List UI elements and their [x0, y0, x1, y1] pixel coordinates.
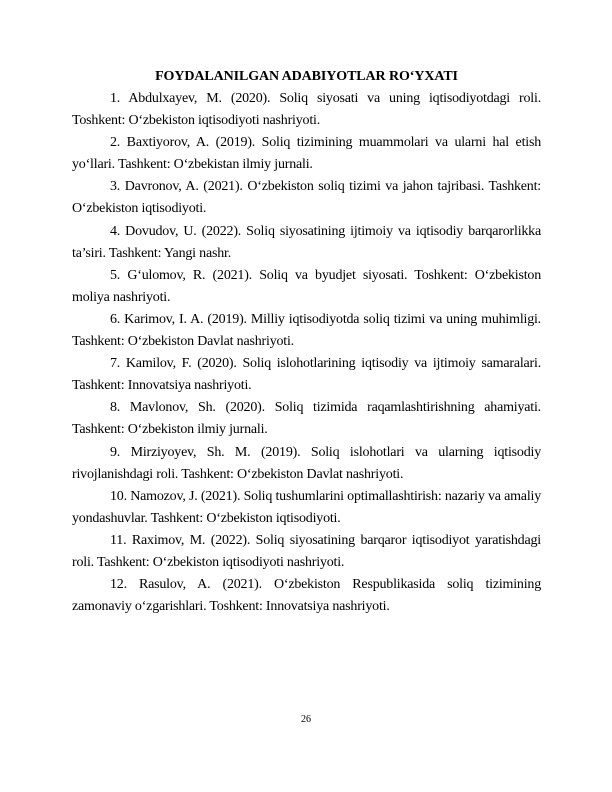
reference-item-12: 12. Rasulov, A. (2021). O‘zbekiston Respublikasida soliq tizimining zamonaviy o‘zgarishlari. Toshkent: Innovatsiya nashriyoti.: [72, 577, 541, 615]
reference-item-8: 8. Mavlonov, Sh. (2020). Soliq tizimida raqamlashtirishning ahamiyati. Tashkent: O‘zbekiston ilmiy jurnali.: [72, 400, 541, 438]
reference-list: [72, 88, 541, 618]
reference-item-5: 5. G‘ulomov, R. (2021). Soliq va byudjet siyosati. Toshkent: O‘zbekiston moliya nashriyoti.: [72, 267, 541, 305]
reference-item-2: 2. Baxtiyorov, A. (2019). Soliq tizimining muammolari va ularni hal etish yo‘llari. Tashkent: O‘zbekistan ilmiy jurnali.: [72, 135, 541, 173]
page-number: 26: [301, 714, 311, 725]
reference-item-7: 7. Kamilov, F. (2020). Soliq islohotlarining iqtisodiy va ijtimoiy samaralari. Tashkent: Innovatsiya nashriyoti.: [72, 356, 541, 394]
reference-item-9: 9. Mirziyoyev, Sh. M. (2019). Soliq islohotlari va ularning iqtisodiy rivojlanishdagi roli. Tashkent: O‘zbekiston Davlat nashriyoti.: [72, 444, 541, 482]
reference-item-11: 11. Raximov, M. (2022). Soliq siyosatining barqaror iqtisodiyot yaratishdagi roli. Tashkent: O‘zbekiston iqtisodiyoti nashriyoti.: [72, 532, 541, 570]
reference-item-10: 10. Namozov, J. (2021). Soliq tushumlarini optimallashtirish: nazariy va amaliy yondashuvlar. Tashkent: O‘zbekiston iqtisodiyoti.: [72, 488, 541, 526]
reference-item-3: 3. Davronov, A. (2021). O‘zbekiston soliq tizimi va jahon tajribasi. Tashkent: O‘zbekiston iqtisodiyoti.: [72, 179, 541, 217]
reference-item-1: 1. Abdulxayev, M. (2020). Soliq siyosati va uning iqtisodiyotdagi roli. Toshkent: O‘zbekiston iqtisodiyoti nashriyoti.: [72, 91, 541, 129]
reference-item-6: 6. Karimov, I. A. (2019). Milliy iqtisodiyotda soliq tizimi va uning muhimligi. Tashkent: O‘zbekiston Davlat nashriyoti.: [72, 311, 541, 350]
bibliography-title: FOYDALANILGAN ADABIYOTLAR RO‘YXATI: [155, 69, 458, 84]
reference-item-4: 4. Dovudov, U. (2022). Soliq siyosatining ijtimoiy va iqtisodiy barqarorlikka ta’siri. Tashkent: Yangi nashr.: [72, 223, 541, 261]
